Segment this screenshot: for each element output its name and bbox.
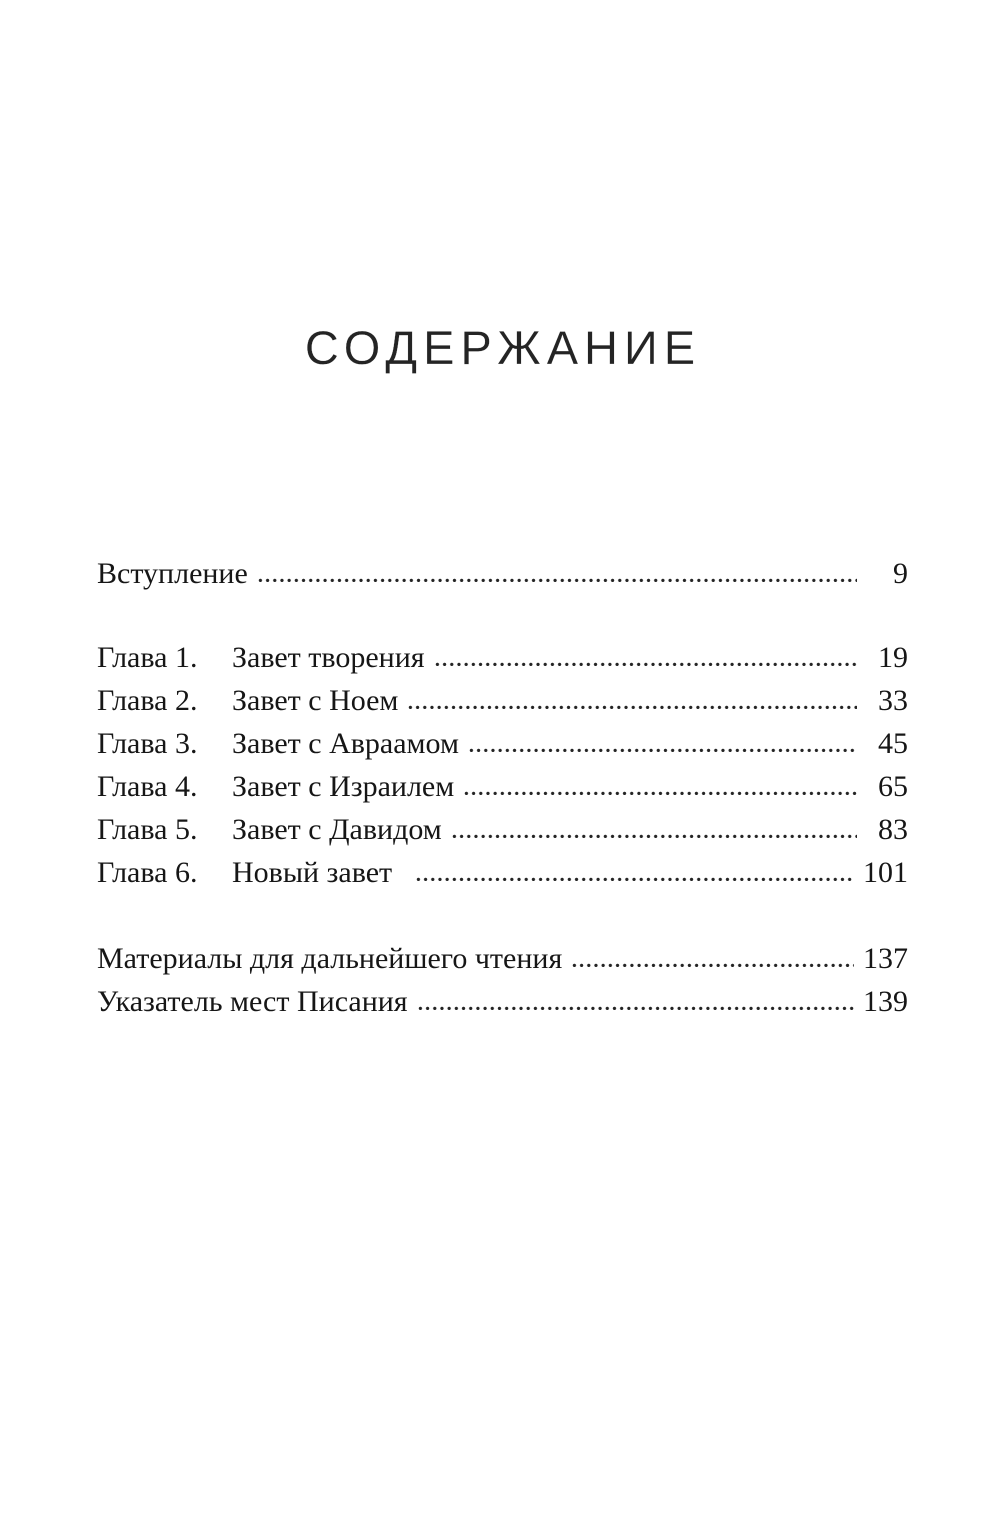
entry-title: Материалы для дальнейшего чтения xyxy=(97,942,563,975)
chapter-label: Глава 6. xyxy=(97,856,198,889)
entry-title: Вступление xyxy=(97,557,248,590)
dot-leader xyxy=(418,1006,854,1011)
toc-entry-chapter-1 xyxy=(97,636,908,679)
page-number: 19 xyxy=(878,641,908,674)
chapter-label: Глава 2. xyxy=(97,684,198,717)
dot-leader xyxy=(452,834,857,839)
page-number: 9 xyxy=(893,557,908,590)
toc-entry-scripture-index xyxy=(97,980,908,1023)
entry-title: Завет творения xyxy=(232,641,425,674)
dot-leader xyxy=(464,791,857,796)
page-number: 139 xyxy=(863,985,908,1018)
toc-entry-chapter-6 xyxy=(97,851,908,894)
dot-leader xyxy=(572,963,854,968)
chapter-label: Глава 5. xyxy=(97,813,198,846)
page-number: 83 xyxy=(878,813,908,846)
chapter-label: Глава 4. xyxy=(97,770,198,803)
toc-entry-chapter-5 xyxy=(97,808,908,851)
toc-entry-chapter-3 xyxy=(97,722,908,765)
dot-leader xyxy=(435,662,857,667)
table-of-contents xyxy=(97,552,908,1023)
chapter-label: Глава 3. xyxy=(97,727,198,760)
page-title: СОДЕРЖАНИЕ xyxy=(304,321,702,374)
toc-entry-chapter-2 xyxy=(97,679,908,722)
dot-leader xyxy=(416,877,854,882)
dot-leader xyxy=(469,748,857,753)
page-number: 101 xyxy=(863,856,908,889)
toc-entry-chapter-4 xyxy=(97,765,908,808)
chapter-label: Глава 1. xyxy=(97,641,198,674)
entry-title: Завет с Давидом xyxy=(232,813,442,846)
entry-title: Завет с Авраамом xyxy=(232,727,459,760)
page-number: 45 xyxy=(878,727,908,760)
entry-title: Завет с Ноем xyxy=(232,684,399,717)
dot-leader xyxy=(258,578,857,583)
toc-entry-further-reading xyxy=(97,937,908,980)
toc-entry-intro xyxy=(97,552,908,595)
entry-title: Новый завет xyxy=(232,856,393,889)
entry-title: Завет с Израилем xyxy=(232,770,455,803)
page-number: 137 xyxy=(863,942,908,975)
entry-title: Указатель мест Писания xyxy=(97,985,408,1018)
page-number: 33 xyxy=(878,684,908,717)
page-number: 65 xyxy=(878,770,908,803)
dot-leader xyxy=(408,705,857,710)
